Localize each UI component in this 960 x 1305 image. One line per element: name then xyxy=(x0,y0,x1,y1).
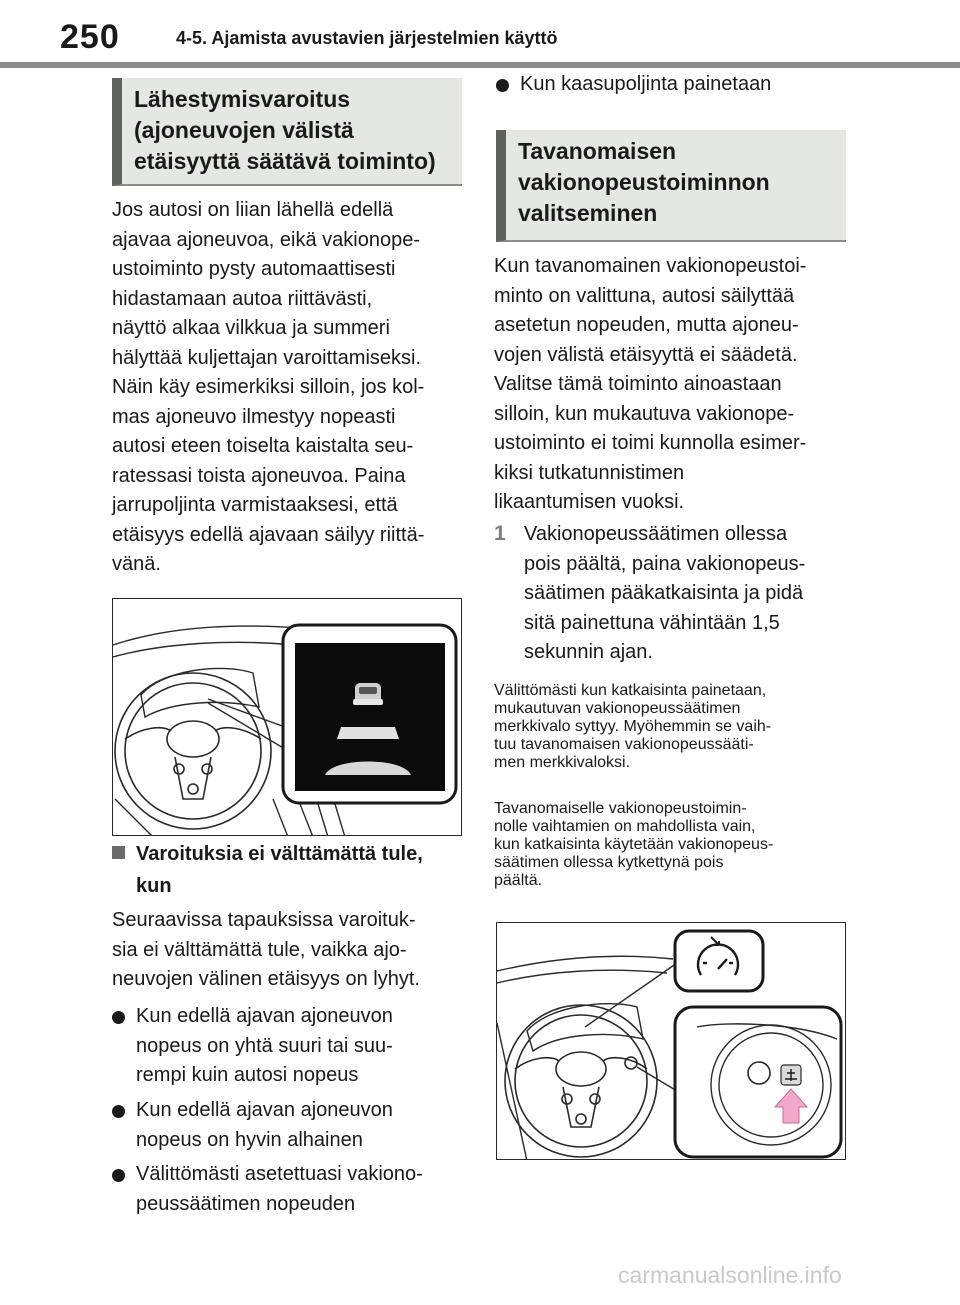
cluster-hood xyxy=(527,1004,643,1051)
figure-cruise-main-switch xyxy=(496,922,846,1160)
text-line: Välittömästi kun katkaisinta painetaan, xyxy=(494,682,767,699)
text-line: sitä painettuna vähintään 1,5 xyxy=(524,611,780,634)
text-line: Näin käy esimerkiksi silloin, jos kol- xyxy=(112,376,425,398)
section-heading-approach-warning xyxy=(112,78,462,186)
step-number: 1 xyxy=(494,522,506,545)
heading-line: valitseminen xyxy=(518,200,658,226)
text-line: vänä. xyxy=(112,553,161,575)
text-line: peussäätimen nopeuden xyxy=(136,1192,356,1215)
text-line: mukautuvan vakionopeussäätimen xyxy=(494,700,741,717)
bullet-text xyxy=(136,1160,423,1219)
text-line: ajavaa ajoneuvoa, eikä vakionope- xyxy=(112,228,420,251)
text-line: säätimen ollessa kytkettynä pois xyxy=(494,854,724,871)
text-line: rempi kuin autosi nopeus xyxy=(136,1064,359,1086)
heading-line: Tavanomaisen xyxy=(518,138,677,164)
text-line: sia ei välttämättä tule, vaikka ajo- xyxy=(112,938,407,961)
text-line: pois päältä, paina vakionopeus- xyxy=(524,552,806,575)
header-rule xyxy=(0,62,960,68)
text-line: neuvojen välinen etäisyys on lyhyt. xyxy=(112,968,420,990)
text-line: merkkivalo syttyy. Myöhemmin se vaih- xyxy=(494,718,772,735)
note-indicator-light xyxy=(494,682,850,772)
text-line: Vakionopeussäätimen ollessa xyxy=(524,523,788,545)
text-line: päältä. xyxy=(494,872,543,889)
page-number: 250 xyxy=(60,18,120,56)
bullet-dot-icon xyxy=(112,1105,125,1118)
subheading-warnings-may-not-occur xyxy=(136,838,462,902)
warnings-paragraph xyxy=(112,906,464,995)
steering-wheel-icon xyxy=(505,1005,657,1157)
text-line: ustoiminto pysty automaattisesti xyxy=(112,258,396,280)
text-line: hidastamaan autoa riittävästi, xyxy=(112,287,373,310)
text-line: ratessasi toista ajoneuvoa. Paina xyxy=(112,464,406,487)
heading-line: etäisyyttä säätävä toiminto) xyxy=(134,148,436,174)
conventional-cruise-paragraph xyxy=(494,252,850,518)
text-line: minto on valittuna, autosi säilyttää xyxy=(494,284,795,307)
watermark: carmanualsonline.info xyxy=(618,1262,842,1288)
text-line: säätimen pääkatkaisinta ja pidä xyxy=(524,582,804,604)
chapter-title: 4-5. Ajamista avustavien järjestelmien käyttö xyxy=(176,28,558,48)
leading-car-icon xyxy=(353,683,383,705)
bullet-dot-icon xyxy=(112,1169,125,1182)
subheading-line: Varoituksia ei välttämättä tule, xyxy=(136,843,423,865)
text-line: vojen välistä etäisyyttä ei säädetä. xyxy=(494,343,798,366)
text-line: kun katkaisinta käytetään vakionopeus- xyxy=(494,836,774,853)
text-line: nolle vaihtamien on mahdollista vain, xyxy=(494,818,756,835)
bullet-text: Kun kaasupoljinta painetaan xyxy=(520,73,772,95)
text-line: Tavanomaiselle vakionopeustoimin- xyxy=(494,800,747,817)
bullet-text xyxy=(136,1096,393,1155)
text-line: sekunnin ajan. xyxy=(524,641,653,663)
text-line: Kun tavanomainen vakionopeustoi- xyxy=(494,255,807,277)
text-line: nopeus on hyvin alhainen xyxy=(136,1128,363,1151)
approach-warning-paragraph xyxy=(112,196,464,580)
heading-line: (ajoneuvojen välistä xyxy=(134,117,354,143)
cruise-icon-callout xyxy=(675,931,763,991)
text-line: Seuraavissa tapauksissa varoituk- xyxy=(112,909,416,931)
text-line: tuu tavanomaisen vakionopeussääti- xyxy=(494,736,754,753)
section-heading-conventional-cruise xyxy=(496,130,846,242)
steering-wheel-icon xyxy=(115,673,271,829)
bullet-text xyxy=(136,1002,393,1091)
step-text xyxy=(524,520,854,668)
text-line: Kun edellä ajavan ajoneuvon xyxy=(136,1005,393,1027)
text-line: silloin, kun mukautuva vakionope- xyxy=(494,402,795,425)
text-line: autosi eteen toiselta kaistalta seu- xyxy=(112,435,414,457)
bullet-dot-icon xyxy=(496,79,509,92)
text-line: jarrupoljinta varmistaaksesi, että xyxy=(112,494,398,516)
text-line: Jos autosi on liian lähellä edellä xyxy=(112,199,394,221)
text-line: Välittömästi asetettuasi vakiono- xyxy=(136,1163,423,1185)
distance-bar xyxy=(337,727,399,739)
text-line: näyttö alkaa vilkkua ja summeri xyxy=(112,317,390,339)
text-line: etäisyys edellä ajavaan säilyy riittä- xyxy=(112,523,425,546)
figure-approach-warning-display xyxy=(112,598,462,836)
heading-line: Lähestymisvaroitus xyxy=(134,86,351,112)
note-switching xyxy=(494,800,850,890)
text-line: ustoiminto ei toimi kunnolla esimer- xyxy=(494,432,807,454)
text-line: Valitse tämä toiminto ainoastaan xyxy=(494,373,782,395)
text-line: nopeus on yhtä suuri tai suu- xyxy=(136,1034,393,1057)
subheading-line: kun xyxy=(136,875,172,897)
heading-line: vakionopeustoiminnon xyxy=(518,169,770,195)
text-line: kiksi tutkatunnistimen xyxy=(494,461,685,484)
text-line: Kun edellä ajavan ajoneuvon xyxy=(136,1099,393,1121)
text-line: likaantumisen vuoksi. xyxy=(494,491,685,513)
bullet-dot-icon xyxy=(112,1011,125,1024)
text-line: hälyttää kuljettajan varoittamiseksi. xyxy=(112,346,422,369)
text-line: mas ajoneuvo ilmestyy nopeasti xyxy=(112,405,396,428)
text-line: men merkkivaloksi. xyxy=(494,754,631,771)
square-bullet-icon xyxy=(112,846,125,859)
text-line: asetetun nopeuden, mutta ajoneu- xyxy=(494,314,799,336)
